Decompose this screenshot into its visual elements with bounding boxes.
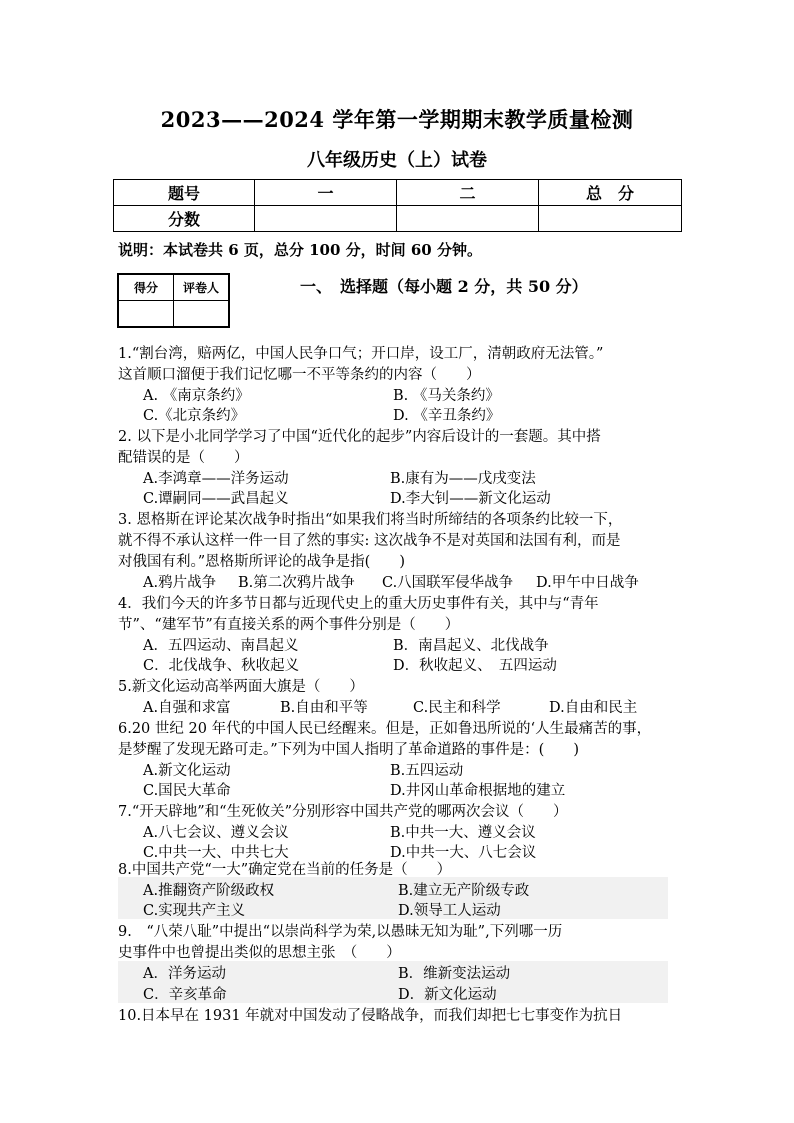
option-a: A.八七会议、遵义会议 [143,825,289,841]
option-b: B．维新变法运动 [398,966,511,982]
option-c: C.《北京条约》 [143,408,246,424]
option-a: A.推翻资产阶级政权 [143,883,275,899]
grader-score-label: 得分 [118,274,174,301]
question-stem-line: 史事件中也曾提出类似的思想主张 （ ） [118,945,401,961]
exam-subtitle: 八年级历史（上）试卷 [307,150,487,171]
question-stem-line: 2. 以下是小北同学学习了中国“近代化的起步”内容后设计的一套题。其中搭 [118,429,601,445]
score-table-header-row [114,180,682,206]
option-d: D.中共一大、八七会议 [390,845,537,861]
question-stem-line: 10.日本早在 1931 年就对中国发动了侵略战争，而我们却把七七事变作为抗日 [118,1008,623,1024]
option-d: D.李大钊——新文化运动 [390,491,551,507]
option-d: D. 《辛丑条约》 [393,408,501,424]
question-stem-line: 1.“割台湾，赔两亿，中国人民争口气；开口岸，设工厂，清朝政府无法管。” [118,346,604,362]
option-d: D.井冈山革命根据地的建立 [390,783,566,799]
score-table-cell [255,206,397,232]
option-b: B.中共一大、遵义会议 [390,825,536,841]
option-a: A.自强和求富 [143,700,231,716]
option-b: B.康有为——戊戌变法 [390,471,536,487]
question-stem-line: 节”、“建军节”有直接关系的两个事件分别是（ ） [118,617,460,633]
option-b: B.第二次鸦片战争 [238,575,355,591]
option-a: A.鸦片战争 [143,575,217,591]
option-b: B.五四运动 [390,763,464,779]
score-table-cell: 二 [397,180,539,206]
question-stem-line: 4．我们今天的许多节日都与近现代史上的重大历史事件有关，其中与“青年 [118,596,599,612]
option-d: D.领导工人运动 [398,903,501,919]
option-b: B.自由和平等 [280,700,368,716]
score-table-cell: 分数 [114,206,255,232]
option-b: B．南昌起义、北伐战争 [393,638,549,654]
score-table-cell: 题号 [114,180,255,206]
grader-name-cell [174,301,230,328]
option-c: C．北伐战争、秋收起义 [143,658,300,674]
question-stem-line: 7.“开天辟地”和“生死攸关”分别形容中国共产党的哪两次会议（ ） [118,804,568,820]
question-stem-line: 8.中国共产党“一大”确定党在当前的任务是（ ） [118,862,452,878]
question-stem-line: 5.新文化运动高举两面大旗是（ ） [118,679,364,695]
question-stem-line: 是梦醒了发现无路可走。”下列为中国人指明了革命道路的事件是：( ) [118,742,579,758]
grader-score-cell [118,301,174,328]
grader-table [117,273,230,328]
option-a: A.李鸿章——洋务运动 [143,471,289,487]
section-title: 一、 选择题（每小题 2 分，共 50 分） [300,277,588,296]
option-c: C.中共一大、中共七大 [143,845,289,861]
score-table-cell [397,206,539,232]
option-d: D．秋收起义、 五四运动 [393,658,557,674]
option-b: B. 《马关条约》 [393,388,500,404]
option-a: A.新文化运动 [143,763,231,779]
option-d: D.自由和民主 [549,700,638,716]
option-c: C.八国联军侵华战争 [382,575,514,591]
score-table-cell: 一 [255,180,397,206]
option-d: D.甲午中日战争 [536,575,639,591]
option-d: D．新文化运动 [398,987,497,1003]
question-stem-line: 对俄国有利。”恩格斯所评论的战争是指( ) [118,554,405,570]
score-table-cell [539,206,682,232]
score-table-score-row [114,206,682,232]
question-stem-line: 这首顺口溜便于我们记忆哪一不平等条约的内容（ ） [118,367,481,383]
score-table-cell: 总 分 [539,180,682,206]
option-c: C.谭嗣同——武昌起义 [143,491,289,507]
grader-name-label: 评卷人 [174,274,230,301]
option-c: C．辛亥革命 [143,987,227,1003]
option-a: A．五四运动、南昌起义 [143,638,299,654]
option-a: A. 《南京条约》 [143,388,250,404]
exam-instructions: 说明：本试卷共 6 页，总分 100 分，时间 60 分钟。 [118,241,482,259]
option-b: B.建立无产阶级专政 [398,883,530,899]
option-c: C.民主和科学 [413,700,501,716]
question-stem-line: 6.20 世纪 20 年代的中国人民已经醒来。但是，正如鲁迅所说的‘人生最痛苦的事， [118,721,652,737]
question-stem-line: 9. “八荣八耻”中提出“以崇尚科学为荣,以愚昧无知为耻”,下列哪一历 [118,924,563,940]
option-c: C.实现共产主义 [143,903,246,919]
question-stem-line: 3. 恩格斯在评论某次战争时指出“如果我们将当时所缔结的各项条约比较一下， [118,512,623,528]
exam-title: 2023——2024 学年第一学期期末教学质量检测 [160,107,634,132]
question-stem-line: 就不得不承认这样一件一目了然的事实: 这次战争不是对英国和法国有利，而是 [118,533,621,549]
score-table [113,179,682,232]
option-a: A．洋务运动 [143,966,226,982]
option-c: C.国民大革命 [143,783,231,799]
question-stem-line: 配错误的是（ ） [118,450,249,466]
